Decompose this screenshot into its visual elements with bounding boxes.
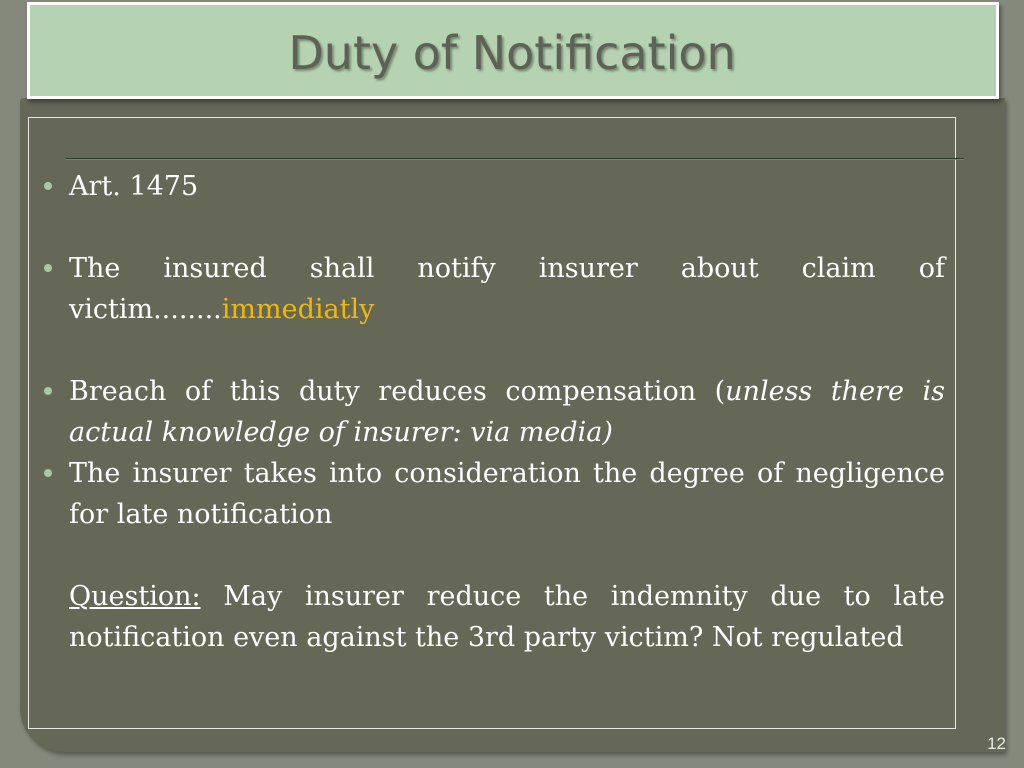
bullet-item — [44, 166, 945, 207]
bullet-icon — [44, 182, 52, 190]
title-divider — [66, 158, 964, 160]
slide-body — [44, 166, 945, 658]
bullet-item — [44, 453, 945, 535]
bullet-item — [44, 371, 945, 453]
question-paragraph — [44, 576, 945, 658]
bullet-text: Breach of this duty reduces compensation ( — [69, 376, 726, 407]
bullet-text: Art. 1475 — [69, 171, 199, 202]
bullet-text: The insurer takes into consideration the degree of negligence for late notification — [69, 458, 945, 530]
page-number: 12 — [987, 734, 1006, 753]
bullet-text: The insured shall notify insurer about claim of victim........ — [69, 253, 945, 325]
question-label: Question: — [69, 581, 201, 612]
bullet-icon — [44, 469, 52, 477]
slide-title: Duty of Notification — [288, 26, 736, 80]
bullet-item — [44, 248, 945, 330]
italic-text: unless there is actual knowledge of insurer: via media) — [69, 376, 945, 448]
bullet-icon — [44, 387, 52, 395]
question-text: May insurer reduce the indemnity due to late notification even against the 3rd party victim? Not regulated — [69, 581, 945, 653]
bullet-icon — [44, 264, 52, 272]
highlighted-text: immediatly — [221, 294, 375, 325]
